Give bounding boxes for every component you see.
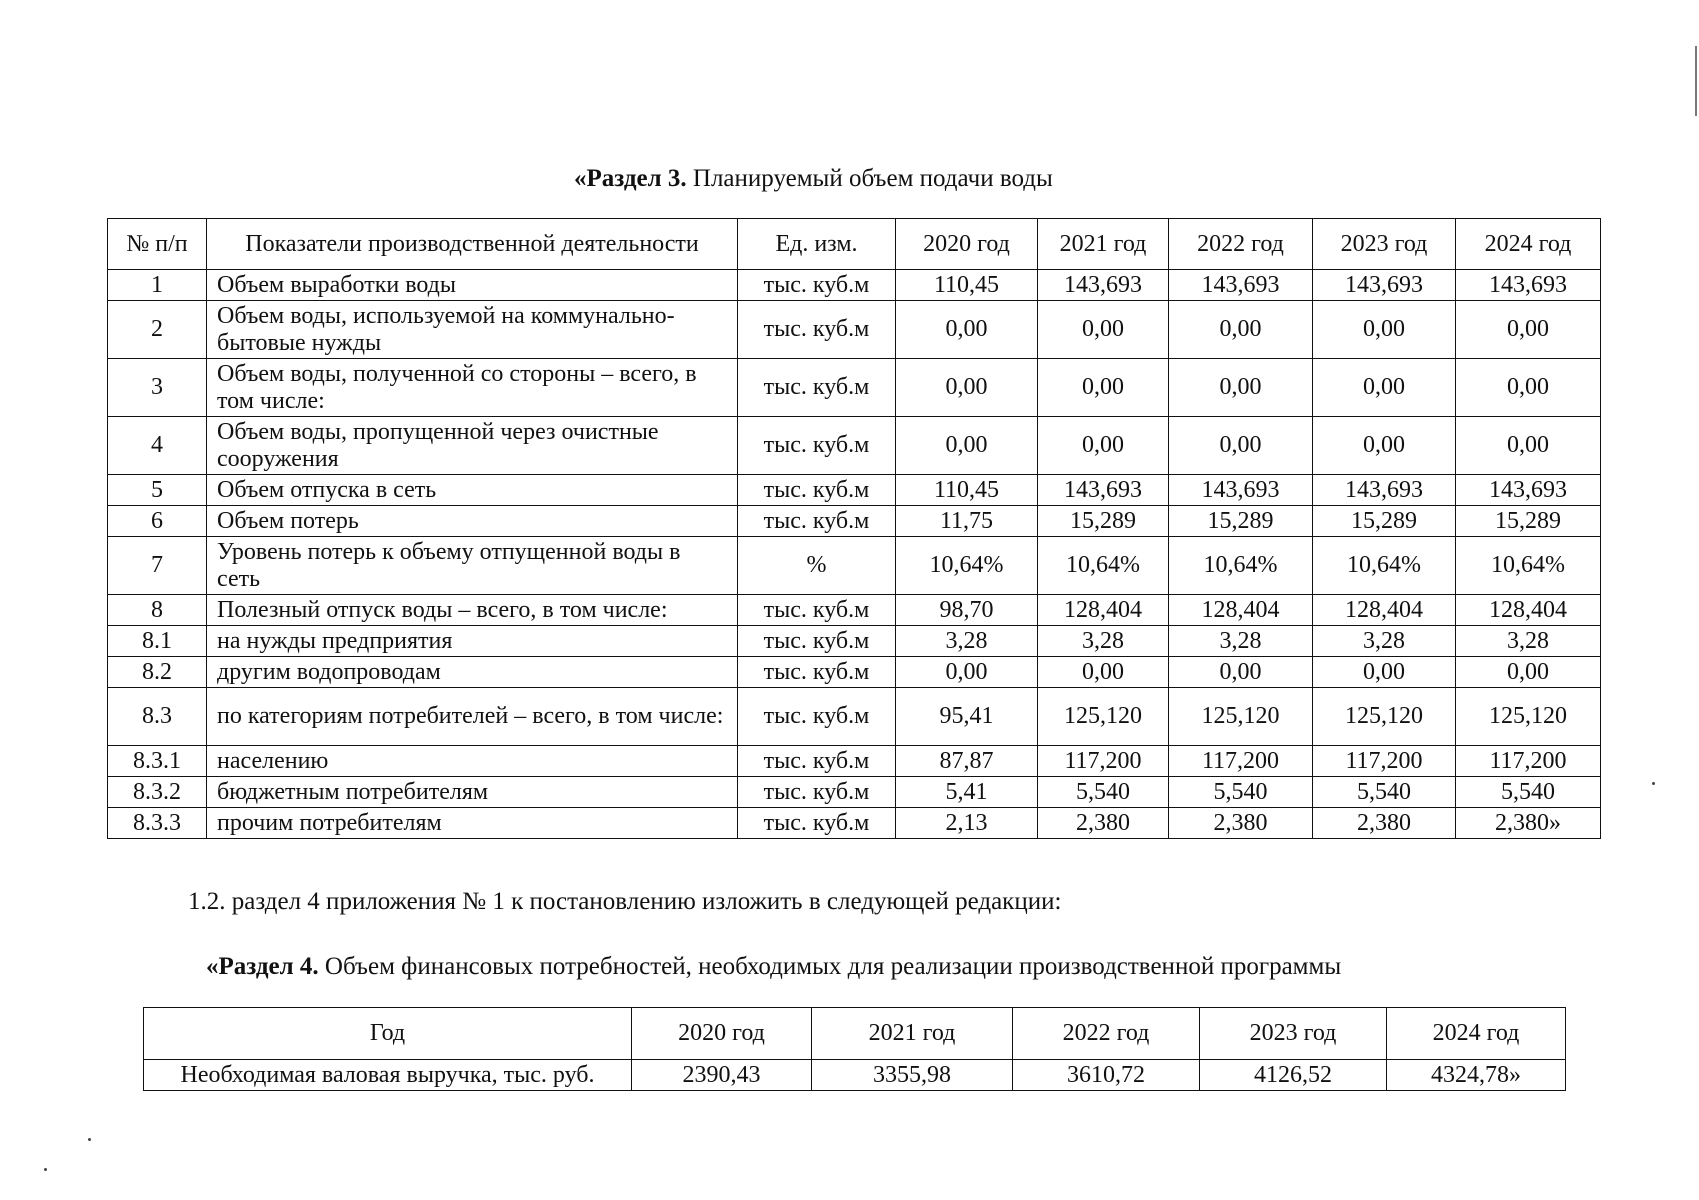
cell-unit: тыс. куб.м <box>738 506 896 537</box>
cell-indicator: Полезный отпуск воды – всего, в том числе: <box>207 595 738 626</box>
cell-2023: 3,28 <box>1313 626 1456 657</box>
cell-2022: 0,00 <box>1169 417 1313 475</box>
scan-speck <box>88 1138 91 1141</box>
cell-unit: тыс. куб.м <box>738 688 896 746</box>
cell-2021: 15,289 <box>1038 506 1169 537</box>
cell-2022: 2,380 <box>1169 808 1313 839</box>
cell-2024: 128,404 <box>1456 595 1601 626</box>
cell-num: 7 <box>108 537 207 595</box>
header-2024: 2024 год <box>1387 1008 1566 1060</box>
cell-unit: тыс. куб.м <box>738 626 896 657</box>
table-row <box>108 270 1601 301</box>
cell-2024: 4324,78» <box>1387 1060 1566 1091</box>
cell-2024: 0,00 <box>1456 657 1601 688</box>
cell-2020: 5,41 <box>896 777 1038 808</box>
cell-num: 1 <box>108 270 207 301</box>
cell-unit: тыс. куб.м <box>738 359 896 417</box>
cell-2024: 10,64% <box>1456 537 1601 595</box>
cell-2024: 15,289 <box>1456 506 1601 537</box>
cell-2022: 10,64% <box>1169 537 1313 595</box>
cell-num: 8.2 <box>108 657 207 688</box>
header-year: Год <box>144 1008 632 1060</box>
cell-2022: 0,00 <box>1169 301 1313 359</box>
cell-2023: 0,00 <box>1313 359 1456 417</box>
header-2020: 2020 год <box>632 1008 812 1060</box>
section3-title <box>574 164 1053 194</box>
cell-revenue-label: Необходимая валовая выручка, тыс. руб. <box>144 1060 632 1091</box>
paragraph-1-2: 1.2. раздел 4 приложения № 1 к постановлению изложить в следующей редакции: <box>188 888 1062 915</box>
table-row <box>108 301 1601 359</box>
section3-title-bold: «Раздел 3. <box>574 165 687 192</box>
cell-2024: 2,380» <box>1456 808 1601 839</box>
cell-2023: 2,380 <box>1313 808 1456 839</box>
table-header-row <box>108 219 1601 270</box>
cell-2020: 0,00 <box>896 359 1038 417</box>
cell-2024: 0,00 <box>1456 359 1601 417</box>
cell-indicator: населению <box>207 746 738 777</box>
cell-unit: % <box>738 537 896 595</box>
cell-2020: 2,13 <box>896 808 1038 839</box>
cell-2020: 95,41 <box>896 688 1038 746</box>
table-row <box>108 688 1601 746</box>
cell-unit: тыс. куб.м <box>738 301 896 359</box>
cell-indicator: Объем потерь <box>207 506 738 537</box>
header-2024: 2024 год <box>1456 219 1601 270</box>
cell-2022: 117,200 <box>1169 746 1313 777</box>
table-row <box>108 746 1601 777</box>
cell-2021: 5,540 <box>1038 777 1169 808</box>
cell-indicator: Объем отпуска в сеть <box>207 475 738 506</box>
cell-unit: тыс. куб.м <box>738 746 896 777</box>
cell-2022: 15,289 <box>1169 506 1313 537</box>
table-row <box>108 537 1601 595</box>
section3-title-rest: Планируемый объем подачи воды <box>686 165 1053 192</box>
scan-edge-mark <box>1695 46 1697 116</box>
cell-indicator: другим водопроводам <box>207 657 738 688</box>
cell-2020: 0,00 <box>896 417 1038 475</box>
cell-2020: 0,00 <box>896 657 1038 688</box>
header-2022: 2022 год <box>1169 219 1313 270</box>
cell-indicator: по категориям потребителей – всего, в том числе: <box>207 688 738 746</box>
table-row <box>108 626 1601 657</box>
table-row <box>108 359 1601 417</box>
cell-2020: 0,00 <box>896 301 1038 359</box>
header-2023: 2023 год <box>1200 1008 1387 1060</box>
cell-unit: тыс. куб.м <box>738 417 896 475</box>
cell-2020: 3,28 <box>896 626 1038 657</box>
table-row <box>108 777 1601 808</box>
cell-2020: 2390,43 <box>632 1060 812 1091</box>
header-2023: 2023 год <box>1313 219 1456 270</box>
cell-2023: 128,404 <box>1313 595 1456 626</box>
cell-num: 8.3 <box>108 688 207 746</box>
cell-2024: 0,00 <box>1456 417 1601 475</box>
cell-num: 8 <box>108 595 207 626</box>
table-row <box>144 1060 1566 1091</box>
cell-2021: 117,200 <box>1038 746 1169 777</box>
cell-2024: 5,540 <box>1456 777 1601 808</box>
cell-2022: 143,693 <box>1169 475 1313 506</box>
cell-indicator: Объем воды, полученной со стороны – всего, в том числе: <box>207 359 738 417</box>
cell-unit: тыс. куб.м <box>738 595 896 626</box>
cell-2021: 10,64% <box>1038 537 1169 595</box>
cell-2023: 117,200 <box>1313 746 1456 777</box>
cell-2021: 0,00 <box>1038 657 1169 688</box>
cell-2022: 128,404 <box>1169 595 1313 626</box>
header-2020: 2020 год <box>896 219 1038 270</box>
table-header-row <box>144 1008 1566 1060</box>
header-unit: Ед. изм. <box>738 219 896 270</box>
cell-2023: 10,64% <box>1313 537 1456 595</box>
header-2021: 2021 год <box>1038 219 1169 270</box>
cell-indicator: Объем воды, пропущенной через очистные сооружения <box>207 417 738 475</box>
header-2022: 2022 год <box>1013 1008 1200 1060</box>
cell-2024: 3,28 <box>1456 626 1601 657</box>
cell-2020: 10,64% <box>896 537 1038 595</box>
cell-2023: 0,00 <box>1313 417 1456 475</box>
cell-unit: тыс. куб.м <box>738 657 896 688</box>
cell-2023: 143,693 <box>1313 475 1456 506</box>
cell-2023: 15,289 <box>1313 506 1456 537</box>
table-row <box>108 595 1601 626</box>
cell-indicator: прочим потребителям <box>207 808 738 839</box>
cell-2024: 143,693 <box>1456 475 1601 506</box>
cell-2023: 0,00 <box>1313 657 1456 688</box>
cell-2024: 0,00 <box>1456 301 1601 359</box>
cell-num: 8.3.3 <box>108 808 207 839</box>
cell-num: 3 <box>108 359 207 417</box>
table-row <box>108 657 1601 688</box>
water-supply-table <box>107 218 1601 839</box>
cell-2023: 125,120 <box>1313 688 1456 746</box>
cell-2023: 143,693 <box>1313 270 1456 301</box>
cell-2023: 5,540 <box>1313 777 1456 808</box>
section4-title-rest: Объем финансовых потребностей, необходимых для реализации производственной программы <box>318 953 1342 980</box>
header-num: № п/п <box>108 219 207 270</box>
cell-indicator: бюджетным потребителям <box>207 777 738 808</box>
cell-num: 6 <box>108 506 207 537</box>
header-2021: 2021 год <box>812 1008 1013 1060</box>
table-row <box>108 808 1601 839</box>
table-row <box>108 417 1601 475</box>
financial-needs-table <box>143 1007 1566 1091</box>
cell-2023: 4126,52 <box>1200 1060 1387 1091</box>
cell-2024: 117,200 <box>1456 746 1601 777</box>
cell-num: 5 <box>108 475 207 506</box>
cell-2021: 128,404 <box>1038 595 1169 626</box>
cell-2021: 125,120 <box>1038 688 1169 746</box>
cell-2022: 125,120 <box>1169 688 1313 746</box>
cell-unit: тыс. куб.м <box>738 270 896 301</box>
cell-unit: тыс. куб.м <box>738 777 896 808</box>
cell-2021: 143,693 <box>1038 270 1169 301</box>
cell-2020: 110,45 <box>896 270 1038 301</box>
header-indicator: Показатели производственной деятельности <box>207 219 738 270</box>
cell-2022: 0,00 <box>1169 359 1313 417</box>
scan-speck <box>44 1168 47 1171</box>
cell-2020: 87,87 <box>896 746 1038 777</box>
cell-2020: 110,45 <box>896 475 1038 506</box>
cell-2022: 3,28 <box>1169 626 1313 657</box>
cell-num: 8.3.1 <box>108 746 207 777</box>
cell-num: 8.3.2 <box>108 777 207 808</box>
cell-2024: 125,120 <box>1456 688 1601 746</box>
cell-2021: 3355,98 <box>812 1060 1013 1091</box>
cell-num: 4 <box>108 417 207 475</box>
cell-2020: 11,75 <box>896 506 1038 537</box>
cell-2021: 0,00 <box>1038 359 1169 417</box>
cell-2022: 0,00 <box>1169 657 1313 688</box>
cell-2021: 3,28 <box>1038 626 1169 657</box>
cell-unit: тыс. куб.м <box>738 808 896 839</box>
cell-indicator: Уровень потерь к объему отпущенной воды в сеть <box>207 537 738 595</box>
table-row <box>108 475 1601 506</box>
cell-2021: 0,00 <box>1038 301 1169 359</box>
section4-title-bold: «Раздел 4. <box>206 953 319 980</box>
cell-2021: 2,380 <box>1038 808 1169 839</box>
cell-unit: тыс. куб.м <box>738 475 896 506</box>
section4-title <box>206 952 1341 982</box>
cell-2022: 3610,72 <box>1013 1060 1200 1091</box>
cell-2024: 143,693 <box>1456 270 1601 301</box>
cell-2022: 5,540 <box>1169 777 1313 808</box>
cell-2022: 143,693 <box>1169 270 1313 301</box>
scan-speck <box>1652 782 1655 785</box>
cell-num: 2 <box>108 301 207 359</box>
table-row <box>108 506 1601 537</box>
cell-indicator: на нужды предприятия <box>207 626 738 657</box>
cell-2021: 143,693 <box>1038 475 1169 506</box>
cell-2020: 98,70 <box>896 595 1038 626</box>
cell-num: 8.1 <box>108 626 207 657</box>
cell-indicator: Объем выработки воды <box>207 270 738 301</box>
cell-2023: 0,00 <box>1313 301 1456 359</box>
cell-2021: 0,00 <box>1038 417 1169 475</box>
cell-indicator: Объем воды, используемой на коммунально-бытовые нужды <box>207 301 738 359</box>
